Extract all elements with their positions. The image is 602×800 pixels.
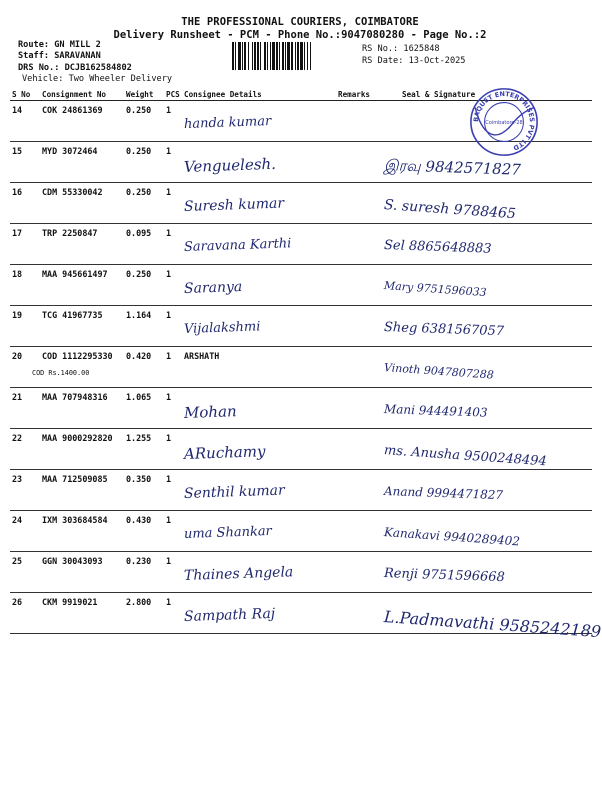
row-serial-number: 22 bbox=[10, 429, 40, 470]
col-weight-header: Weight bbox=[124, 88, 164, 101]
row-signature bbox=[378, 142, 592, 183]
row-remarks bbox=[336, 511, 378, 552]
row-signature bbox=[378, 429, 592, 470]
consignee-printed-name: ARSHATH bbox=[184, 351, 220, 361]
table-row bbox=[10, 306, 592, 347]
table-row bbox=[10, 183, 592, 224]
receiver-signature: Mani 944491403 bbox=[383, 402, 488, 420]
row-signature bbox=[378, 224, 592, 265]
row-pieces: 1 bbox=[164, 593, 182, 634]
row-signature bbox=[378, 347, 592, 388]
consignee-handwritten-name: Vijalakshmi bbox=[183, 319, 261, 337]
row-remarks bbox=[336, 593, 378, 634]
row-signature bbox=[378, 101, 592, 142]
row-weight: 0.250 bbox=[124, 265, 164, 306]
row-pieces: 1 bbox=[164, 429, 182, 470]
row-pieces: 1 bbox=[164, 142, 182, 183]
table-row bbox=[10, 429, 592, 470]
row-pieces: 1 bbox=[164, 183, 182, 224]
receiver-signature: Sheg 6381567057 bbox=[383, 320, 505, 340]
row-signature bbox=[378, 511, 592, 552]
receiver-signature: Kanakavi 9940289402 bbox=[383, 525, 521, 549]
row-remarks bbox=[336, 552, 378, 593]
row-weight: 1.164 bbox=[124, 306, 164, 347]
receiver-signature: Mary 9751596033 bbox=[383, 279, 487, 300]
col-remarks-header: Remarks bbox=[336, 88, 378, 101]
row-consignee-details bbox=[182, 142, 336, 183]
row-remarks bbox=[336, 429, 378, 470]
row-remarks bbox=[336, 306, 378, 347]
row-consignee-details bbox=[182, 183, 336, 224]
table-row bbox=[10, 347, 592, 388]
company-title: THE PROFESSIONAL COURIERS, COIMBATORE bbox=[181, 16, 419, 28]
row-signature bbox=[378, 593, 602, 642]
table-row bbox=[10, 552, 592, 593]
row-signature bbox=[378, 183, 592, 224]
row-pieces: 1 bbox=[164, 470, 182, 511]
row-consignee-details bbox=[182, 101, 336, 142]
row-consignment-number: GGN 30043093 bbox=[40, 552, 124, 593]
row-pieces: 1 bbox=[164, 306, 182, 347]
row-serial-number: 14 bbox=[10, 101, 40, 142]
row-consignment-number: TCG 41967735 bbox=[40, 306, 124, 347]
row-serial-number: 24 bbox=[10, 511, 40, 552]
row-serial-number: 18 bbox=[10, 265, 40, 306]
row-consignment-number: COD 1112295330 COD Rs.1400.00 bbox=[40, 347, 124, 388]
consignee-handwritten-name: Senthil kumar bbox=[183, 482, 285, 502]
row-serial-number: 20 bbox=[10, 347, 40, 388]
table-row bbox=[10, 511, 592, 552]
row-signature bbox=[378, 265, 592, 306]
row-consignee-details bbox=[182, 593, 336, 634]
row-consignment-number: IXM 303684584 bbox=[40, 511, 124, 552]
col-signature-header: Seal & Signature bbox=[378, 88, 592, 101]
row-pieces: 1 bbox=[164, 511, 182, 552]
receiver-signature: Anand 9994471827 bbox=[383, 484, 504, 503]
row-consignment-number: TRP 2250847 bbox=[40, 224, 124, 265]
row-consignment-number: COK 24861369 bbox=[40, 101, 124, 142]
svg-text:Coimbatore-28: Coimbatore-28 bbox=[485, 120, 523, 127]
row-consignment-number: MAA 9000292820 bbox=[40, 429, 124, 470]
row-remarks bbox=[336, 224, 378, 265]
receiver-signature: Vinoth 9047807288 bbox=[383, 361, 495, 382]
row-pieces: 1 bbox=[164, 552, 182, 593]
vehicle-label: Vehicle: Two Wheeler Delivery bbox=[22, 74, 173, 84]
rs-number: RS No.: 1625848 bbox=[362, 44, 440, 54]
cod-amount: COD Rs.1400.00 bbox=[32, 369, 90, 377]
row-consignee-details bbox=[182, 470, 336, 511]
drs-number: DRS No.: DCJB162584802 bbox=[18, 63, 132, 73]
row-consignee-details bbox=[182, 224, 336, 265]
row-pieces: 1 bbox=[164, 101, 182, 142]
runsheet-subtitle: Delivery Runsheet - PCM - Phone No.:9047080280 - Page No.:2 bbox=[113, 29, 487, 41]
row-weight: 0.250 bbox=[124, 142, 164, 183]
row-serial-number: 17 bbox=[10, 224, 40, 265]
staff-label: Staff: SARAVANAN bbox=[18, 51, 101, 61]
row-weight: 0.230 bbox=[124, 552, 164, 593]
receiver-signature: Renji 9751596668 bbox=[383, 566, 506, 586]
consignee-handwritten-name: Mohan bbox=[183, 402, 237, 422]
row-remarks bbox=[336, 101, 378, 142]
row-weight: 0.430 bbox=[124, 511, 164, 552]
row-consignee-details bbox=[182, 306, 336, 347]
row-serial-number: 15 bbox=[10, 142, 40, 183]
receiver-signature: Sel 8865648883 bbox=[383, 238, 492, 257]
row-weight: 1.065 bbox=[124, 388, 164, 429]
row-remarks bbox=[336, 183, 378, 224]
row-pieces: 1 bbox=[164, 388, 182, 429]
receiver-signature: இரவு 9842571827 bbox=[383, 156, 522, 179]
consignee-handwritten-name: ARuchamy bbox=[183, 442, 266, 463]
table-row bbox=[10, 470, 592, 511]
table-row bbox=[10, 101, 592, 142]
consignee-handwritten-name: Suresh kumar bbox=[183, 195, 285, 215]
row-serial-number: 19 bbox=[10, 306, 40, 347]
row-consignee-details bbox=[182, 347, 336, 388]
barcode bbox=[232, 42, 356, 70]
row-remarks bbox=[336, 265, 378, 306]
consignee-handwritten-name: handa kumar bbox=[183, 113, 272, 132]
row-weight: 2.800 bbox=[124, 593, 164, 634]
row-consignment-number: MYD 3072464 bbox=[40, 142, 124, 183]
row-remarks bbox=[336, 347, 378, 388]
row-pieces: 1 bbox=[164, 347, 182, 388]
row-weight: 0.350 bbox=[124, 470, 164, 511]
row-signature bbox=[378, 306, 592, 347]
row-remarks bbox=[336, 142, 378, 183]
barcode-gap bbox=[311, 42, 312, 70]
row-weight: 0.250 bbox=[124, 101, 164, 142]
row-consignee-details bbox=[182, 511, 336, 552]
row-consignment-number: CKM 9919021 bbox=[40, 593, 124, 634]
table-row bbox=[10, 142, 592, 183]
route-label: Route: GN MILL 2 bbox=[18, 40, 101, 50]
receiver-signature: L.Padmavathi 9585242189 bbox=[383, 607, 602, 642]
col-sno-header: S No bbox=[10, 88, 40, 101]
table-row bbox=[10, 265, 592, 306]
row-consignee-details bbox=[182, 265, 336, 306]
row-weight: 0.095 bbox=[124, 224, 164, 265]
runsheet-table bbox=[10, 88, 602, 642]
col-consignment-header: Consignment No bbox=[40, 88, 124, 101]
table-header-row bbox=[10, 88, 592, 101]
consignee-handwritten-name: uma Shankar bbox=[183, 523, 273, 542]
row-consignee-details bbox=[182, 388, 336, 429]
col-pcs-header: PCS bbox=[164, 88, 182, 101]
row-consignee-details bbox=[182, 552, 336, 593]
row-serial-number: 25 bbox=[10, 552, 40, 593]
consignee-handwritten-name: Saranya bbox=[183, 278, 243, 297]
row-pieces: 1 bbox=[164, 265, 182, 306]
row-signature bbox=[378, 388, 592, 429]
svg-text:BAQUET ENTERPRISES PVT LTD: BAQUET ENTERPRISES PVT LTD bbox=[471, 89, 537, 152]
row-serial-number: 23 bbox=[10, 470, 40, 511]
row-remarks bbox=[336, 470, 378, 511]
row-consignment-number: CDM 55330042 bbox=[40, 183, 124, 224]
row-weight: 0.250 bbox=[124, 183, 164, 224]
row-serial-number: 16 bbox=[10, 183, 40, 224]
consignee-handwritten-name: Venguelesh. bbox=[183, 154, 277, 176]
row-weight: 0.420 bbox=[124, 347, 164, 388]
table-row bbox=[10, 388, 592, 429]
row-consignment-number: MAA 945661497 bbox=[40, 265, 124, 306]
row-pieces: 1 bbox=[164, 224, 182, 265]
row-serial-number: 21 bbox=[10, 388, 40, 429]
consignee-handwritten-name: Sampath Raj bbox=[183, 605, 276, 625]
row-consignment-number: MAA 707948316 bbox=[40, 388, 124, 429]
row-weight: 1.255 bbox=[124, 429, 164, 470]
table-row bbox=[10, 593, 592, 634]
receiver-signature: S. suresh 9788465 bbox=[383, 197, 517, 223]
consignee-handwritten-name: Thaines Angela bbox=[183, 564, 294, 584]
row-consignee-details bbox=[182, 429, 336, 470]
col-consignee-header: Consignee Details bbox=[182, 88, 336, 101]
rs-date: RS Date: 13-Oct-2025 bbox=[362, 56, 466, 66]
row-remarks bbox=[336, 388, 378, 429]
table-row bbox=[10, 224, 592, 265]
receiver-signature: ms. Anusha 9500248494 bbox=[383, 443, 548, 470]
row-consignment-number: MAA 712509085 bbox=[40, 470, 124, 511]
row-signature bbox=[378, 470, 592, 511]
row-serial-number: 26 bbox=[10, 593, 40, 634]
consignee-handwritten-name: Saravana Karthi bbox=[183, 236, 292, 255]
row-signature bbox=[378, 552, 592, 593]
